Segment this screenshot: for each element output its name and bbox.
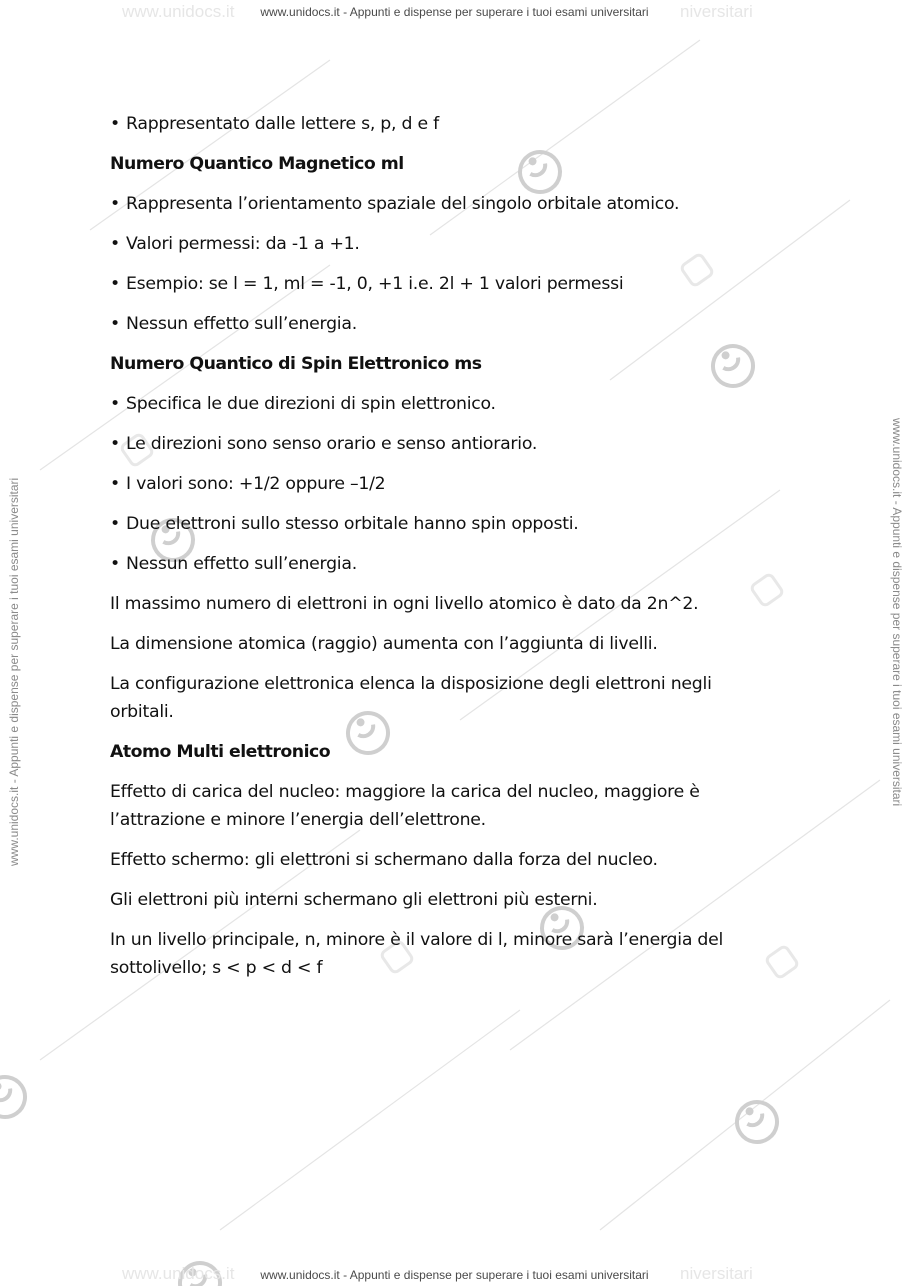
body-paragraph: Gli elettroni più interni schermano gli elettroni più esterni. bbox=[110, 890, 598, 910]
bullet-text: Nessun effetto sull’energia. bbox=[126, 314, 357, 334]
bullet-glyph: • bbox=[110, 114, 120, 134]
section-heading: Numero Quantico di Spin Elettronico ms bbox=[110, 354, 482, 374]
unidocs-mark-icon bbox=[765, 945, 798, 978]
bullet-item bbox=[110, 430, 760, 458]
unidocs-logo-icon bbox=[0, 1069, 33, 1125]
bullet-glyph: • bbox=[110, 554, 120, 574]
bullet-text: Esempio: se l = 1, ml = -1, 0, +1 i.e. 2l + 1 valori permessi bbox=[126, 274, 624, 294]
right-side-watermark: www.unidocs.it - Appunti e dispense per superare i tuoi esami universitari bbox=[890, 418, 904, 807]
bullet-text: Valori permessi: da -1 a +1. bbox=[126, 234, 360, 254]
header-watermark: www.unidocs.it - Appunti e dispense per superare i tuoi esami universitari bbox=[260, 5, 649, 19]
bullet-item bbox=[110, 550, 760, 578]
bullet-item bbox=[110, 310, 760, 338]
bullet-text: Specifica le due direzioni di spin elettronico. bbox=[126, 394, 496, 414]
bullet-item bbox=[110, 510, 760, 538]
bullet-text: Rappresentato dalle lettere s, p, d e f bbox=[126, 114, 439, 134]
bullet-text: I valori sono: +1/2 oppure –1/2 bbox=[126, 474, 386, 494]
bullet-text: Le direzioni sono senso orario e senso antiorario. bbox=[126, 434, 538, 454]
body-paragraph: La dimensione atomica (raggio) aumenta con l’aggiunta di livelli. bbox=[110, 634, 658, 654]
bullet-glyph: • bbox=[110, 234, 120, 254]
bullet-item bbox=[110, 470, 760, 498]
body-paragraph: In un livello principale, n, minore è il valore di l, minore sarà l’energia del sottolivello; s < p < d < f bbox=[110, 930, 724, 978]
body-paragraph: La configurazione elettronica elenca la disposizione degli elettroni negli orbitali. bbox=[110, 674, 712, 722]
bullet-item bbox=[110, 190, 760, 218]
footer-watermark: www.unidocs.it - Appunti e dispense per superare i tuoi esami universitari bbox=[260, 1268, 649, 1282]
header-ghost-watermark: www.unidocs.it bbox=[122, 2, 235, 21]
document-content bbox=[110, 110, 760, 994]
body-paragraph: Il massimo numero di elettroni in ogni livello atomico è dato da 2n^2. bbox=[110, 594, 699, 614]
section-heading: Atomo Multi elettronico bbox=[110, 742, 331, 762]
header-ghost-watermark: niversitari bbox=[680, 2, 753, 21]
body-paragraph: Effetto schermo: gli elettroni si schermano dalla forza del nucleo. bbox=[110, 850, 658, 870]
bullet-item bbox=[110, 230, 760, 258]
bullet-text: Rappresenta l’orientamento spaziale del singolo orbitale atomico. bbox=[126, 194, 680, 214]
bullet-glyph: • bbox=[110, 434, 120, 454]
bullet-glyph: • bbox=[110, 274, 120, 294]
footer-ghost-watermark: www.unidocs.it bbox=[122, 1264, 235, 1283]
bullet-glyph: • bbox=[110, 394, 120, 414]
bullet-glyph: • bbox=[110, 314, 120, 334]
bullet-text: Due elettroni sullo stesso orbitale hanno spin opposti. bbox=[126, 514, 579, 534]
bullet-item bbox=[110, 390, 760, 418]
body-paragraph: Effetto di carica del nucleo: maggiore la carica del nucleo, maggiore è l’attrazione e minore l’energia dell’elettrone. bbox=[110, 782, 700, 830]
bullet-text: Nessun effetto sull’energia. bbox=[126, 554, 357, 574]
bullet-item bbox=[110, 270, 760, 298]
footer-ghost-watermark: niversitari bbox=[680, 1264, 753, 1283]
unidocs-logo-icon bbox=[729, 1094, 785, 1150]
section-heading: Numero Quantico Magnetico ml bbox=[110, 154, 404, 174]
bullet-glyph: • bbox=[110, 514, 120, 534]
bullet-item bbox=[110, 110, 760, 138]
bullet-glyph: • bbox=[110, 474, 120, 494]
left-side-watermark: www.unidocs.it - Appunti e dispense per superare i tuoi esami universitari bbox=[7, 477, 21, 866]
bullet-glyph: • bbox=[110, 194, 120, 214]
